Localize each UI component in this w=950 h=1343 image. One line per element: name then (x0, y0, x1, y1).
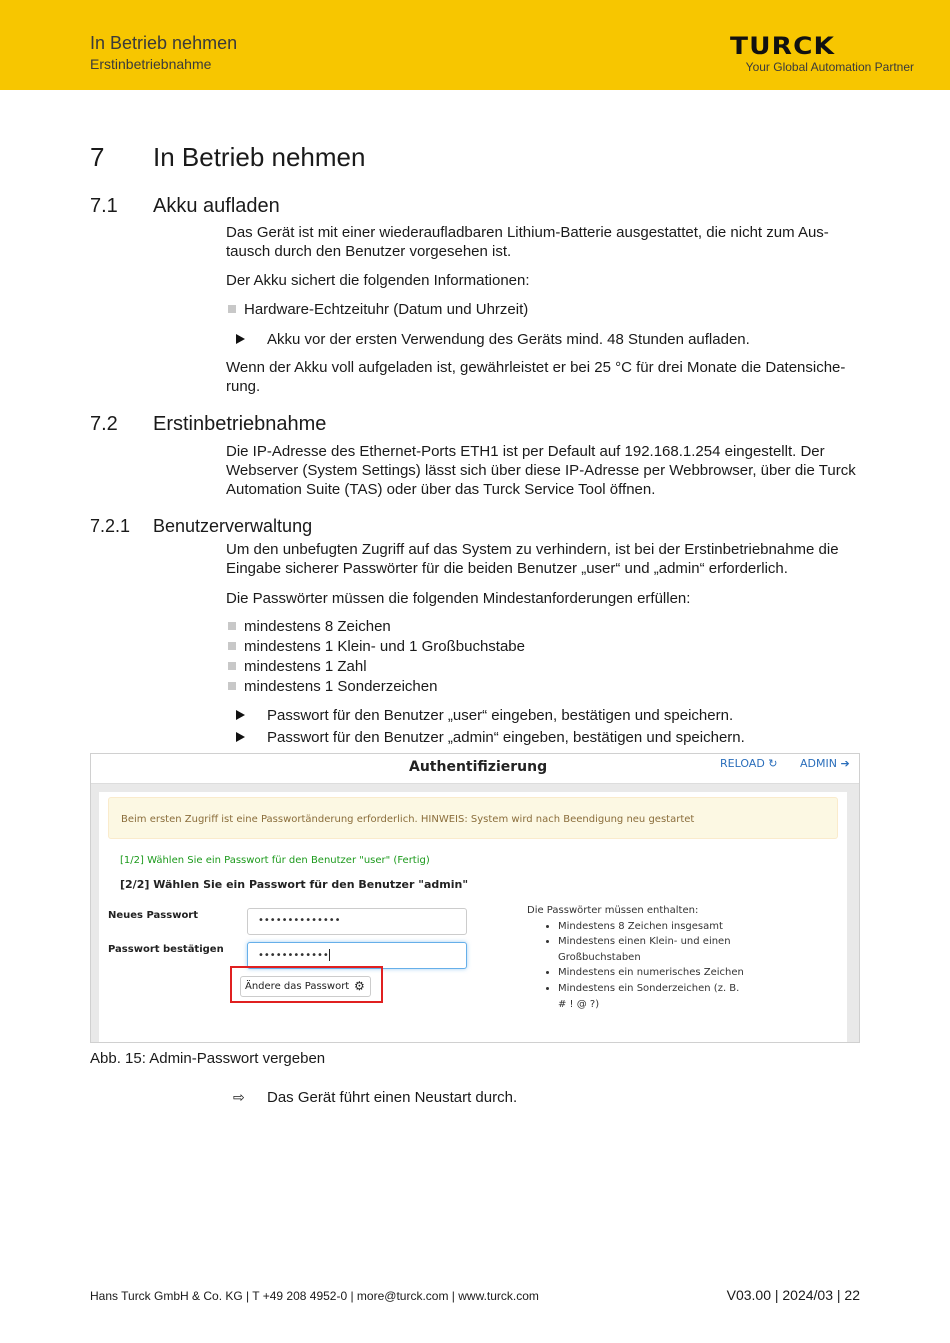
admin-link[interactable] (800, 757, 850, 770)
confirm-password-field[interactable] (247, 942, 467, 969)
list-item-text: mindestens 8 Zeichen (244, 618, 391, 635)
heading-number: 7.1 (90, 195, 118, 217)
password-requirements (527, 903, 748, 1012)
heading-number: 7 (90, 142, 105, 172)
requirements-list (527, 919, 748, 1013)
logout-icon: ➔ (840, 757, 850, 770)
heading-text: Akku aufladen (153, 195, 280, 217)
paragraph: Das Gerät ist mit einer wiederaufladbaren Lithium-Batterie ausgestattet, die nicht zum Aus-tausch durch den Benutzer vorgesehen ist. (226, 224, 829, 260)
requirements-heading: Die Passwörter müssen enthalten: (527, 905, 699, 916)
logo-text: TURCK (730, 32, 836, 60)
heading-text: In Betrieb nehmen (153, 142, 366, 172)
gear-icon: ⚙ (354, 979, 365, 993)
page-header (0, 0, 950, 90)
screenshot-title: Authentifizierung (409, 759, 548, 775)
bullet-square-icon (228, 642, 236, 650)
requirement-item: • Mindestens ein numerisches Zeichen (558, 965, 748, 981)
confirm-password-value (258, 949, 330, 961)
list-item-text: mindestens 1 Klein- und 1 Großbuchstabe (244, 638, 525, 655)
result-text: Das Gerät führt einen Neustart durch. (267, 1089, 518, 1106)
heading-number: 7.2 (90, 413, 118, 435)
bullet-square-icon (228, 305, 236, 313)
warning-alert (108, 797, 838, 839)
bullet-square-icon (228, 662, 236, 670)
list-item-text: mindestens 1 Sonderzeichen (244, 678, 438, 695)
paragraph: Um den unbefugten Zugriff auf das System zu verhindern, ist bei der Erstinbetriebnahme die Eingabe sicherer Passwörter für die beiden Benutzer „user“ und „admin“ erforderlich. (226, 541, 839, 577)
new-password-label: Neues Passwort (108, 910, 199, 921)
text-cursor (329, 949, 330, 961)
result-arrow-icon: ⇨ (233, 1089, 245, 1105)
footer-contact: Hans Turck GmbH & Co. KG | T +49 208 4952-0 | more@turck.com | www.turck.com (90, 1289, 539, 1303)
step2-heading: [2/2] Wählen Sie ein Passwort für den Benutzer "admin" (120, 878, 469, 891)
change-password-button[interactable] (240, 976, 371, 997)
screenshot-topbar (91, 754, 860, 784)
requirement-item: • Mindestens einen Klein- und einen Großbuchstaben (558, 934, 748, 965)
refresh-icon: ↻ (768, 757, 778, 770)
bullet-square-icon (228, 682, 236, 690)
new-password-value: •••••••••••••• (258, 915, 341, 926)
header-subtitle: Erstinbetriebnahme (90, 56, 212, 72)
paragraph: Die Passwörter müssen die folgenden Mindestanforderungen erfüllen: (226, 590, 691, 607)
triangle-right-icon (236, 732, 245, 742)
reload-link[interactable] (720, 757, 778, 770)
paragraph: Die IP-Adresse des Ethernet-Ports ETH1 ist per Default auf 192.168.1.254 eingestellt. Der Webserver (System Settings) lässt sich über diese IP-Adresse per Webbrowser, über die Turck Automation Suite (TAS) oder über das Turck Service Tool öffnen. (226, 443, 856, 498)
step-text: Passwort für den Benutzer „user“ eingeben, bestätigen und speichern. (267, 707, 734, 724)
admin-label: ADMIN (800, 757, 837, 770)
triangle-right-icon (236, 710, 245, 720)
alert-text: Beim ersten Zugriff ist eine Passwortänderung erforderlich. HINWEIS: System wird nach Beendigung neu gestartet (121, 814, 695, 825)
confirm-password-label: Passwort bestätigen (108, 944, 224, 955)
step-text: Passwort für den Benutzer „admin“ eingeben, bestätigen und speichern. (267, 729, 745, 746)
new-password-field[interactable] (247, 908, 467, 935)
list-item-text: Hardware-Echtzeituhr (Datum und Uhrzeit) (244, 301, 529, 318)
heading-number: 7.2.1 (90, 516, 131, 536)
triangle-right-icon (236, 334, 245, 344)
paragraph: Wenn der Akku voll aufgeladen ist, gewährleistet er bei 25 °C für drei Monate die Datensiche-rung. (226, 359, 846, 395)
reload-label: RELOAD (720, 757, 765, 770)
header-tagline: Your Global Automation Partner (745, 60, 914, 74)
screenshot-body (99, 792, 847, 1043)
list-item-text: mindestens 1 Zahl (244, 658, 367, 675)
admin-password-screenshot (90, 753, 860, 1043)
requirement-item: • Mindestens 8 Zeichen insgesamt (558, 919, 748, 935)
footer-version: V03.00 | 2024/03 | 22 (726, 1287, 860, 1303)
confirm-password-dots: •••••••••••• (258, 950, 329, 961)
step1-status: [1/2] Wählen Sie ein Passwort für den Benutzer "user" (Fertig) (120, 855, 430, 866)
paragraph: Der Akku sichert die folgenden Informationen: (226, 272, 530, 289)
header-title: In Betrieb nehmen (90, 33, 238, 53)
heading-text: Erstinbetriebnahme (153, 413, 327, 435)
figure-caption: Abb. 15: Admin-Passwort vergeben (90, 1050, 326, 1067)
bullet-square-icon (228, 622, 236, 630)
step-text: Akku vor der ersten Verwendung des Geräts mind. 48 Stunden aufladen. (267, 331, 750, 348)
heading-text: Benutzerverwaltung (153, 516, 313, 536)
button-label: Ändere das Passwort (245, 981, 350, 992)
requirement-item: • Mindestens ein Sonderzeichen (z. B. # ! @ ?) (558, 981, 748, 1012)
turck-logo (730, 32, 914, 60)
